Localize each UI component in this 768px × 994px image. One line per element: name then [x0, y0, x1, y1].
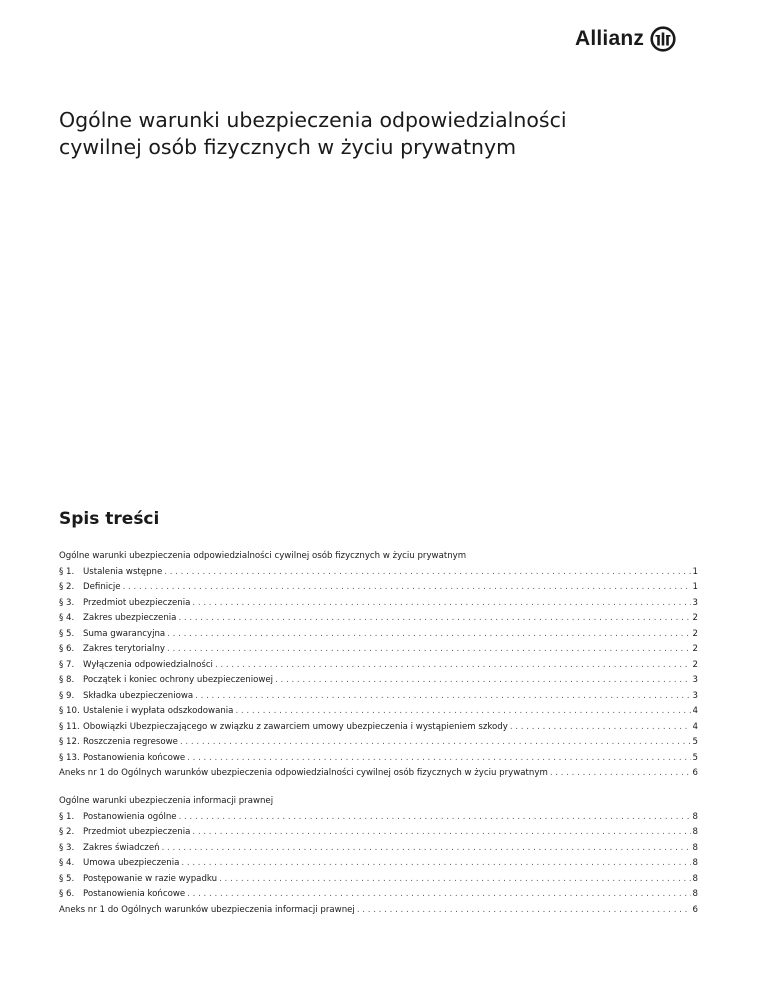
toc-entry-number: § 3.: [59, 842, 75, 853]
toc-entry-page: 4: [692, 706, 698, 716]
toc-leader-dots: [123, 580, 691, 596]
allianz-eagle-icon: [650, 26, 676, 52]
toc-leader-dots: [192, 596, 690, 612]
toc-leader-dots: [178, 611, 690, 627]
toc-leader-dots: [187, 887, 690, 903]
toc-entry[interactable]: [59, 825, 698, 841]
toc-entry-label: Postanowienia końcowe: [83, 752, 186, 763]
toc-entry-page: 3: [692, 690, 698, 701]
toc-entry-page: 8: [692, 873, 698, 884]
toc-entry-page: 5: [692, 737, 698, 747]
toc-entry-number: § 2.: [59, 827, 75, 837]
toc-entry-page: 1: [692, 566, 698, 577]
toc-entry-page: 8: [692, 842, 698, 853]
toc-entry-number: § 5.: [59, 628, 75, 639]
toc-entry[interactable]: [59, 627, 698, 643]
toc-entry-label: Definicje: [83, 582, 121, 592]
toc-entry-label: Ustalenia wstępne: [83, 566, 163, 577]
toc-entry[interactable]: [59, 596, 698, 612]
toc-section-title: Ogólne warunki ubezpieczenia informacji prawnej: [59, 796, 274, 806]
toc-entry[interactable]: [59, 580, 698, 596]
toc-section-1: [59, 549, 698, 782]
toc-entry-label: Postanowienia końcowe: [83, 889, 186, 899]
toc-leader-dots: [357, 903, 691, 919]
toc-entry-page: 2: [692, 659, 698, 670]
toc-leader-dots: [167, 642, 691, 658]
toc-entry-number: § 1.: [59, 566, 75, 577]
toc-entry-number: § 8.: [59, 675, 75, 685]
toc-leader-dots: [510, 720, 691, 736]
toc-aneks-page: 6: [692, 904, 698, 915]
toc-entry[interactable]: [59, 704, 698, 720]
toc-entry-label: Umowa ubezpieczenia: [83, 858, 180, 868]
toc-entry[interactable]: [59, 611, 698, 627]
toc-entry-number: § 6.: [59, 889, 75, 899]
toc-entry-page: 8: [692, 889, 698, 899]
toc-entry-label: Składka ubezpieczeniowa: [83, 690, 194, 701]
toc-leader-dots: [181, 856, 690, 872]
toc-entry-number: § 9.: [59, 690, 75, 701]
toc-entry-page: 2: [692, 628, 698, 639]
toc-entry-label: Suma gwarancyjna: [83, 628, 166, 639]
toc-leader-dots: [179, 810, 691, 826]
toc-entry[interactable]: [59, 841, 698, 857]
toc-entry-page: 2: [692, 613, 698, 623]
toc-entry-page: 3: [692, 675, 698, 685]
toc-entry-label: Wyłączenia odpowiedzialności: [83, 659, 213, 670]
toc-entry[interactable]: [59, 642, 698, 658]
toc-section-2: [59, 794, 698, 918]
toc-entry-number: § 4.: [59, 858, 75, 868]
toc-entry[interactable]: [59, 887, 698, 903]
toc-leader-dots: [164, 565, 690, 581]
toc-entry[interactable]: [59, 810, 698, 826]
toc-entry-number: § 3.: [59, 597, 75, 608]
toc-entry-page: 8: [692, 858, 698, 868]
toc-aneks-label: Aneks nr 1 do Ogólnych warunków ubezpieczenia odpowiedzialności cywilnej osób fizycznych w życiu prywatnym: [59, 768, 548, 778]
toc-leader-dots: [180, 735, 691, 751]
toc-entry-label: Zakres ubezpieczenia: [83, 613, 177, 623]
toc-leader-dots: [215, 658, 691, 674]
toc-entry[interactable]: [59, 689, 698, 705]
toc-aneks-page: 6: [692, 768, 698, 778]
toc-entry-number: § 6.: [59, 644, 75, 654]
toc-section-title: Ogólne warunki ubezpieczenia odpowiedzialności cywilnej osób fizycznych w życiu prywatnym: [59, 551, 467, 561]
toc-leader-dots: [235, 704, 690, 720]
toc-leader-dots: [195, 689, 690, 705]
toc-heading: Spis treści: [59, 509, 160, 529]
toc-aneks-row[interactable]: [59, 903, 698, 919]
document-title-line-1: Ogólne warunki ubezpieczenia odpowiedzialności: [59, 108, 567, 132]
toc-aneks-row[interactable]: [59, 766, 698, 782]
toc-entry[interactable]: [59, 735, 698, 751]
toc-entry-number: § 1.: [59, 811, 75, 822]
toc-entry-page: 8: [692, 827, 698, 837]
toc-entry-label: Roszczenia regresowe: [83, 737, 178, 747]
brand-name: Allianz: [575, 27, 645, 50]
toc-entry[interactable]: [59, 658, 698, 674]
toc-entry-page: 3: [692, 597, 698, 608]
allianz-logo: [575, 26, 676, 52]
toc-entry-label: Początek i koniec ochrony ubezpieczeniowej: [83, 675, 274, 685]
toc-aneks-label: Aneks nr 1 do Ogólnych warunków ubezpieczenia informacji prawnej: [59, 904, 355, 915]
toc-entry-label: Przedmiot ubezpieczenia: [83, 827, 191, 837]
toc-entry-label: Postanowienia ogólne: [83, 811, 177, 822]
toc-entry-number: § 11.: [59, 721, 80, 732]
toc-entry[interactable]: [59, 720, 698, 736]
toc-leader-dots: [275, 673, 690, 689]
toc-entry-label: Ustalenie i wypłata odszkodowania: [83, 706, 234, 716]
toc-entry[interactable]: [59, 872, 698, 888]
toc-leader-dots: [192, 825, 690, 841]
toc-leader-dots: [550, 766, 691, 782]
toc-leader-dots: [162, 841, 691, 857]
toc-entry-number: § 5.: [59, 873, 75, 884]
toc-entry[interactable]: [59, 565, 698, 581]
toc-entry-page: 2: [692, 644, 698, 654]
toc-entry[interactable]: [59, 673, 698, 689]
toc-entry-number: § 4.: [59, 613, 75, 623]
toc-entry-page: 1: [692, 582, 698, 592]
toc-entry-label: Zakres świadczeń: [83, 842, 160, 853]
document-title: [59, 107, 699, 161]
toc-entry-number: § 2.: [59, 582, 75, 592]
toc-entry-number: § 12.: [59, 737, 80, 747]
toc-entry-number: § 10.: [59, 706, 80, 716]
toc-entry-page: 8: [692, 811, 698, 822]
toc-leader-dots: [219, 872, 690, 888]
toc-entry-label: Zakres terytorialny: [83, 644, 165, 654]
toc-entry-number: § 13.: [59, 752, 80, 763]
toc-entry-label: Postępowanie w razie wypadku: [83, 873, 218, 884]
toc-leader-dots: [167, 627, 690, 643]
toc-entry-label: Obowiązki Ubezpieczającego w związku z zawarciem umowy ubezpieczenia i wystąpieniem szkody: [83, 721, 508, 732]
document-title-line-2: cywilnej osób fizycznych w życiu prywatnym: [59, 135, 517, 159]
toc-entry[interactable]: [59, 856, 698, 872]
toc-entry-page: 5: [692, 752, 698, 763]
toc-entry-number: § 7.: [59, 659, 75, 670]
toc-entry-label: Przedmiot ubezpieczenia: [83, 597, 191, 608]
toc-entry-page: 4: [692, 721, 698, 732]
toc-leader-dots: [187, 751, 690, 767]
toc-entry[interactable]: [59, 751, 698, 767]
